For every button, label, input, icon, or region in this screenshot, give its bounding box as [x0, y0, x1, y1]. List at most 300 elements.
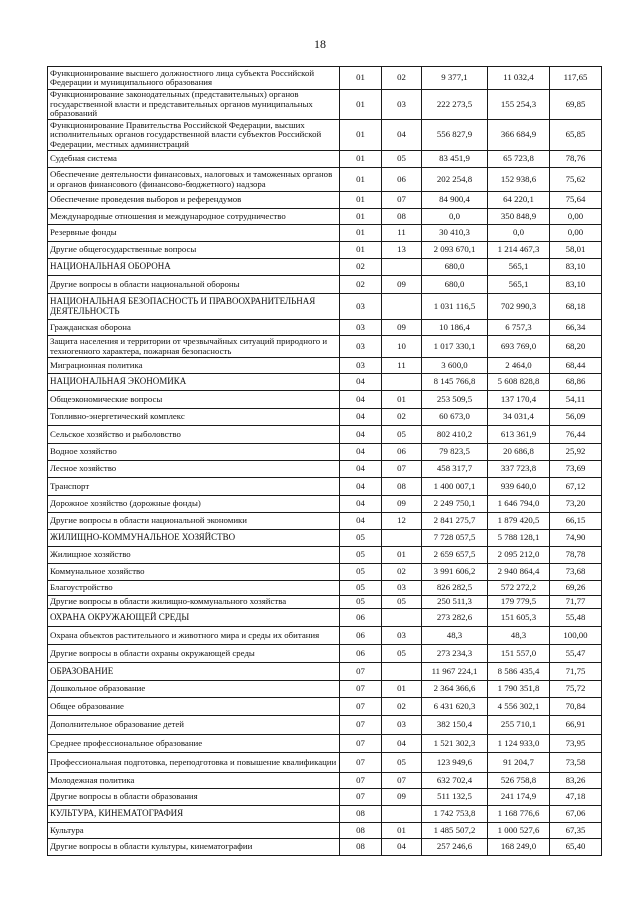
subsection-code: [382, 609, 422, 627]
value-1: 802 410,2: [422, 426, 488, 444]
value-2: 337 723,8: [488, 461, 550, 478]
value-1: 7 728 057,5: [422, 530, 488, 547]
percent-value: 100,00: [550, 627, 602, 645]
section-code: 07: [340, 698, 382, 716]
item-name: Транспорт: [48, 478, 340, 496]
value-1: 48,3: [422, 627, 488, 645]
value-2: 526 758,8: [488, 773, 550, 789]
percent-value: 75,72: [550, 681, 602, 698]
section-code: 07: [340, 789, 382, 806]
subsection-code: 09: [382, 789, 422, 806]
percent-value: 83,10: [550, 259, 602, 276]
table-row: [48, 320, 602, 336]
table-row: [48, 444, 602, 461]
subsection-code: 01: [382, 681, 422, 698]
section-code: 05: [340, 596, 382, 609]
table-row: [48, 461, 602, 478]
value-2: 2 940 864,4: [488, 564, 550, 581]
value-1: 511 132,5: [422, 789, 488, 806]
value-1: 123 949,6: [422, 753, 488, 773]
section-code: 04: [340, 391, 382, 409]
table-row: [48, 67, 602, 90]
item-name: ЖИЛИЩНО-КОММУНАЛЬНОЕ ХОЗЯЙСТВО: [48, 530, 340, 547]
section-code: 05: [340, 530, 382, 547]
subsection-code: 03: [382, 90, 422, 120]
percent-value: 54,11: [550, 391, 602, 409]
section-code: 02: [340, 259, 382, 276]
item-name: Дорожное хозяйство (дорожные фонды): [48, 496, 340, 513]
section-code: 04: [340, 513, 382, 530]
value-2: 241 174,9: [488, 789, 550, 806]
item-name: Дополнительное образование детей: [48, 716, 340, 735]
subsection-code: 03: [382, 581, 422, 596]
item-name: Резервные фонды: [48, 225, 340, 242]
value-1: 3 991 606,2: [422, 564, 488, 581]
item-name: Дошкольное образование: [48, 681, 340, 698]
table-row: [48, 716, 602, 735]
section-code: 04: [340, 374, 382, 391]
subsection-code: 03: [382, 716, 422, 735]
section-code: 08: [340, 823, 382, 839]
item-name: Другие вопросы в области образования: [48, 789, 340, 806]
value-1: 9 377,1: [422, 67, 488, 90]
section-code: 01: [340, 151, 382, 168]
section-code: 03: [340, 320, 382, 336]
percent-value: 73,69: [550, 461, 602, 478]
value-2: 65 723,8: [488, 151, 550, 168]
percent-value: 75,62: [550, 168, 602, 192]
percent-value: 47,18: [550, 789, 602, 806]
item-name: Другие вопросы в области национальной экономики: [48, 513, 340, 530]
section-code: 01: [340, 67, 382, 90]
section-code: 08: [340, 806, 382, 823]
section-code: 04: [340, 496, 382, 513]
percent-value: 67,12: [550, 478, 602, 496]
section-code: 07: [340, 681, 382, 698]
percent-value: 55,47: [550, 645, 602, 663]
subsection-code: 01: [382, 547, 422, 564]
item-name: Топливно-энергетический комплекс: [48, 409, 340, 426]
value-1: 382 150,4: [422, 716, 488, 735]
table-row: [48, 426, 602, 444]
percent-value: 83,10: [550, 276, 602, 294]
value-1: 3 600,0: [422, 358, 488, 374]
percent-value: 56,09: [550, 409, 602, 426]
item-name: Гражданская оборона: [48, 320, 340, 336]
subsection-code: [382, 294, 422, 320]
item-name: Обеспечение проведения выборов и референдумов: [48, 192, 340, 209]
item-name: ОХРАНА ОКРУЖАЮЩЕЙ СРЕДЫ: [48, 609, 340, 627]
section-code: 07: [340, 753, 382, 773]
value-2: 255 710,1: [488, 716, 550, 735]
value-2: 702 990,3: [488, 294, 550, 320]
table-row: [48, 478, 602, 496]
value-2: 34 031,4: [488, 409, 550, 426]
value-1: 680,0: [422, 276, 488, 294]
percent-value: 0,00: [550, 209, 602, 225]
section-code: 06: [340, 627, 382, 645]
value-1: 1 742 753,8: [422, 806, 488, 823]
subsection-code: 02: [382, 67, 422, 90]
item-name: Функционирование высшего должностного лица субъекта Российской Федерации и муниципального образования: [48, 67, 340, 90]
value-1: 1 521 302,3: [422, 735, 488, 753]
value-2: 1 214 467,3: [488, 242, 550, 259]
percent-value: 68,18: [550, 294, 602, 320]
section-code: 01: [340, 209, 382, 225]
subsection-code: 05: [382, 645, 422, 663]
value-2: 5 788 128,1: [488, 530, 550, 547]
value-2: 6 757,3: [488, 320, 550, 336]
table-row: [48, 374, 602, 391]
section-code: 03: [340, 294, 382, 320]
subsection-code: 05: [382, 426, 422, 444]
percent-value: 68,20: [550, 336, 602, 358]
value-1: 10 186,4: [422, 320, 488, 336]
item-name: Культура: [48, 823, 340, 839]
percent-value: 73,68: [550, 564, 602, 581]
subsection-code: 08: [382, 209, 422, 225]
percent-value: 73,58: [550, 753, 602, 773]
section-code: 01: [340, 120, 382, 151]
subsection-code: 04: [382, 735, 422, 753]
table-row: [48, 358, 602, 374]
table-row: [48, 806, 602, 823]
subsection-code: 02: [382, 409, 422, 426]
item-name: Благоустройство: [48, 581, 340, 596]
subsection-code: 09: [382, 320, 422, 336]
value-2: 137 170,4: [488, 391, 550, 409]
table-row: [48, 581, 602, 596]
percent-value: 73,20: [550, 496, 602, 513]
table-row: [48, 564, 602, 581]
section-code: 05: [340, 564, 382, 581]
value-1: 273 282,6: [422, 609, 488, 627]
subsection-code: 02: [382, 698, 422, 716]
subsection-code: 06: [382, 444, 422, 461]
value-2: 1 646 794,0: [488, 496, 550, 513]
value-2: 91 204,7: [488, 753, 550, 773]
section-code: 08: [340, 839, 382, 856]
value-2: 151 605,3: [488, 609, 550, 627]
table-row: [48, 839, 602, 856]
value-2: 350 848,9: [488, 209, 550, 225]
item-name: Функционирование законодательных (представительных) органов государственной власти и представительных органов муниципальных образований: [48, 90, 340, 120]
item-name: Функционирование Правительства Российской Федерации, высших исполнительных органов государственной власти субъектов Российской Федерации, местных администраций: [48, 120, 340, 151]
table-row: [48, 168, 602, 192]
table-row: [48, 735, 602, 753]
table-row: [48, 789, 602, 806]
value-1: 556 827,9: [422, 120, 488, 151]
value-2: 565,1: [488, 259, 550, 276]
value-2: 1 000 527,6: [488, 823, 550, 839]
budget-table: [47, 66, 602, 856]
section-code: 06: [340, 645, 382, 663]
percent-value: 70,84: [550, 698, 602, 716]
budget-table-body: [48, 67, 602, 856]
value-1: 632 702,4: [422, 773, 488, 789]
value-1: 222 273,5: [422, 90, 488, 120]
item-name: Жилищное хозяйство: [48, 547, 340, 564]
item-name: Другие вопросы в области охраны окружающей среды: [48, 645, 340, 663]
item-name: Обеспечение деятельности финансовых, налоговых и таможенных органов и органов финансового (финансово-бюджетного) надзора: [48, 168, 340, 192]
value-1: 257 246,6: [422, 839, 488, 856]
value-1: 2 364 366,6: [422, 681, 488, 698]
subsection-code: 09: [382, 496, 422, 513]
percent-value: 65,40: [550, 839, 602, 856]
item-name: Лесное хозяйство: [48, 461, 340, 478]
subsection-code: 07: [382, 461, 422, 478]
table-row: [48, 773, 602, 789]
table-row: [48, 276, 602, 294]
section-code: 07: [340, 773, 382, 789]
percent-value: 71,77: [550, 596, 602, 609]
table-row: [48, 609, 602, 627]
value-2: 2 095 212,0: [488, 547, 550, 564]
percent-value: 76,44: [550, 426, 602, 444]
value-2: 48,3: [488, 627, 550, 645]
subsection-code: [382, 259, 422, 276]
section-code: 01: [340, 225, 382, 242]
item-name: Охрана объектов растительного и животного мира и среды их обитания: [48, 627, 340, 645]
value-1: 1 017 330,1: [422, 336, 488, 358]
value-1: 1 485 507,2: [422, 823, 488, 839]
table-row: [48, 409, 602, 426]
percent-value: 67,06: [550, 806, 602, 823]
item-name: Сельское хозяйство и рыболовство: [48, 426, 340, 444]
percent-value: 55,48: [550, 609, 602, 627]
item-name: Профессиональная подготовка, переподготовка и повышение квалификации: [48, 753, 340, 773]
section-code: 04: [340, 426, 382, 444]
percent-value: 68,86: [550, 374, 602, 391]
value-1: 6 431 620,3: [422, 698, 488, 716]
item-name: Среднее профессиональное образование: [48, 735, 340, 753]
table-row: [48, 259, 602, 276]
item-name: НАЦИОНАЛЬНАЯ БЕЗОПАСНОСТЬ И ПРАВООХРАНИТЕЛЬНАЯ ДЕЯТЕЛЬНОСТЬ: [48, 294, 340, 320]
section-code: 05: [340, 547, 382, 564]
item-name: Общее образование: [48, 698, 340, 716]
table-row: [48, 496, 602, 513]
value-1: 202 254,8: [422, 168, 488, 192]
value-1: 458 317,7: [422, 461, 488, 478]
section-code: 07: [340, 716, 382, 735]
value-1: 253 509,5: [422, 391, 488, 409]
item-name: Молодежная политика: [48, 773, 340, 789]
value-2: 939 640,0: [488, 478, 550, 496]
section-code: 02: [340, 276, 382, 294]
percent-value: 0,00: [550, 225, 602, 242]
section-code: 01: [340, 242, 382, 259]
value-1: 11 967 224,1: [422, 663, 488, 681]
section-code: 06: [340, 609, 382, 627]
value-2: 155 254,3: [488, 90, 550, 120]
percent-value: 25,92: [550, 444, 602, 461]
table-row: [48, 596, 602, 609]
subsection-code: [382, 530, 422, 547]
percent-value: 71,75: [550, 663, 602, 681]
item-name: Другие вопросы в области культуры, кинематографии: [48, 839, 340, 856]
item-name: Другие общегосударственные вопросы: [48, 242, 340, 259]
item-name: Водное хозяйство: [48, 444, 340, 461]
item-name: Защита населения и территории от чрезвычайных ситуаций природного и техногенного характера, пожарная безопасность: [48, 336, 340, 358]
percent-value: 66,34: [550, 320, 602, 336]
value-2: 4 556 302,1: [488, 698, 550, 716]
value-1: 1 031 116,5: [422, 294, 488, 320]
section-code: 04: [340, 444, 382, 461]
section-code: 05: [340, 581, 382, 596]
table-row: [48, 627, 602, 645]
table-row: [48, 336, 602, 358]
subsection-code: 04: [382, 839, 422, 856]
table-row: [48, 698, 602, 716]
table-row: [48, 547, 602, 564]
value-2: 2 464,0: [488, 358, 550, 374]
table-row: [48, 663, 602, 681]
percent-value: 66,91: [550, 716, 602, 735]
percent-value: 74,90: [550, 530, 602, 547]
value-2: 11 032,4: [488, 67, 550, 90]
section-code: 01: [340, 168, 382, 192]
value-1: 2 093 670,1: [422, 242, 488, 259]
value-2: 693 769,0: [488, 336, 550, 358]
section-code: 03: [340, 358, 382, 374]
item-name: Другие вопросы в области национальной обороны: [48, 276, 340, 294]
table-row: [48, 209, 602, 225]
subsection-code: 06: [382, 168, 422, 192]
subsection-code: 05: [382, 596, 422, 609]
table-row: [48, 391, 602, 409]
table-row: [48, 823, 602, 839]
item-name: Международные отношения и международное сотрудничество: [48, 209, 340, 225]
value-1: 30 410,3: [422, 225, 488, 242]
table-row: [48, 513, 602, 530]
subsection-code: 05: [382, 753, 422, 773]
table-row: [48, 530, 602, 547]
value-1: 826 282,5: [422, 581, 488, 596]
subsection-code: 11: [382, 225, 422, 242]
subsection-code: [382, 806, 422, 823]
subsection-code: [382, 663, 422, 681]
value-2: 1 879 420,5: [488, 513, 550, 530]
item-name: КУЛЬТУРА, КИНЕМАТОГРАФИЯ: [48, 806, 340, 823]
value-2: 151 557,0: [488, 645, 550, 663]
percent-value: 65,85: [550, 120, 602, 151]
subsection-code: 09: [382, 276, 422, 294]
percent-value: 69,85: [550, 90, 602, 120]
value-2: 5 608 828,8: [488, 374, 550, 391]
section-code: 03: [340, 336, 382, 358]
item-name: Миграционная политика: [48, 358, 340, 374]
subsection-code: 03: [382, 627, 422, 645]
percent-value: 68,44: [550, 358, 602, 374]
value-1: 8 145 766,8: [422, 374, 488, 391]
subsection-code: 13: [382, 242, 422, 259]
value-1: 79 823,5: [422, 444, 488, 461]
value-2: 572 272,2: [488, 581, 550, 596]
subsection-code: 11: [382, 358, 422, 374]
subsection-code: 07: [382, 773, 422, 789]
item-name: ОБРАЗОВАНИЕ: [48, 663, 340, 681]
percent-value: 83,26: [550, 773, 602, 789]
value-2: 20 686,8: [488, 444, 550, 461]
item-name: Судебная система: [48, 151, 340, 168]
value-2: 64 220,1: [488, 192, 550, 209]
percent-value: 117,65: [550, 67, 602, 90]
subsection-code: [382, 374, 422, 391]
percent-value: 58,01: [550, 242, 602, 259]
value-1: 83 451,9: [422, 151, 488, 168]
percent-value: 78,76: [550, 151, 602, 168]
subsection-code: 01: [382, 823, 422, 839]
subsection-code: 04: [382, 120, 422, 151]
value-1: 273 234,3: [422, 645, 488, 663]
section-code: 04: [340, 461, 382, 478]
value-2: 366 684,9: [488, 120, 550, 151]
table-row: [48, 242, 602, 259]
percent-value: 69,26: [550, 581, 602, 596]
percent-value: 66,15: [550, 513, 602, 530]
subsection-code: 02: [382, 564, 422, 581]
subsection-code: 08: [382, 478, 422, 496]
subsection-code: 12: [382, 513, 422, 530]
value-1: 250 511,3: [422, 596, 488, 609]
subsection-code: 01: [382, 391, 422, 409]
table-row: [48, 753, 602, 773]
value-2: 152 938,6: [488, 168, 550, 192]
value-2: 1 790 351,8: [488, 681, 550, 698]
item-name: Другие вопросы в области жилищно-коммунального хозяйства: [48, 596, 340, 609]
section-code: 01: [340, 90, 382, 120]
value-1: 0,0: [422, 209, 488, 225]
value-2: 1 168 776,6: [488, 806, 550, 823]
value-1: 2 249 750,1: [422, 496, 488, 513]
subsection-code: 10: [382, 336, 422, 358]
item-name: Общеэкономические вопросы: [48, 391, 340, 409]
value-1: 84 900,4: [422, 192, 488, 209]
percent-value: 75,64: [550, 192, 602, 209]
section-code: 07: [340, 735, 382, 753]
table-row: [48, 120, 602, 151]
table-row: [48, 645, 602, 663]
item-name: Коммунальное хозяйство: [48, 564, 340, 581]
value-2: 0,0: [488, 225, 550, 242]
value-2: 1 124 933,0: [488, 735, 550, 753]
subsection-code: 07: [382, 192, 422, 209]
table-row: [48, 681, 602, 698]
value-2: 8 586 435,4: [488, 663, 550, 681]
value-2: 179 779,5: [488, 596, 550, 609]
item-name: НАЦИОНАЛЬНАЯ ЭКОНОМИКА: [48, 374, 340, 391]
percent-value: 67,35: [550, 823, 602, 839]
value-1: 2 841 275,7: [422, 513, 488, 530]
subsection-code: 05: [382, 151, 422, 168]
percent-value: 78,78: [550, 547, 602, 564]
section-code: 04: [340, 409, 382, 426]
table-row: [48, 90, 602, 120]
section-code: 01: [340, 192, 382, 209]
value-2: 613 361,9: [488, 426, 550, 444]
page-number: 18: [314, 37, 326, 51]
value-1: 680,0: [422, 259, 488, 276]
table-row: [48, 151, 602, 168]
value-2: 168 249,0: [488, 839, 550, 856]
percent-value: 73,95: [550, 735, 602, 753]
value-1: 2 659 657,5: [422, 547, 488, 564]
table-row: [48, 225, 602, 242]
value-1: 1 400 007,1: [422, 478, 488, 496]
section-code: 04: [340, 478, 382, 496]
value-2: 565,1: [488, 276, 550, 294]
item-name: НАЦИОНАЛЬНАЯ ОБОРОНА: [48, 259, 340, 276]
